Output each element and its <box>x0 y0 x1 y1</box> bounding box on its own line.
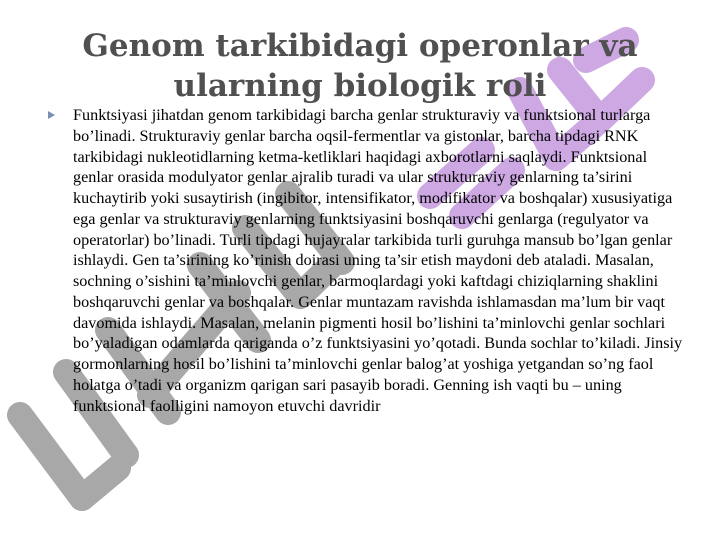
slide-body <box>48 105 688 416</box>
bullet-arrow-icon <box>48 111 55 119</box>
slide-title-line-1: Genom tarkibidagi operonlar va <box>82 28 638 64</box>
slide-title-line-2: ularning biologik roli <box>173 68 547 104</box>
body-paragraph: Funktsiyasi jihatdan genom tarkibidagi barcha genlar strukturaviy va funktsional turlarga bo’linadi. Strukturaviy genlar barcha oqsil-fermentlar va gistonlar, barcha tipdagi RNK tarkibidagi nukleotidlarning ketma-ketliklari haqidagi axborotlarni saqlaydi. Funktsional genlar orasida modulyator genlar ajralib turadi va ular strukturaviy genlarning ta’sirini kuchaytirib yoki susaytirish (ingibitor, intensifikator, modifikator va boshqalar) xususiyatiga ega genlar va strukturaviy genlarning funktsiyasini boshqaruvchi genlarga (regulyator va operatorlar) bo’linadi. Turli tipdagi hujayralar tarkibida turli guruhga mansub bo’lgan genlar ishlaydi. Gen ta’sirining ko’rinish doirasi uning ta’sir etish maydoni deb ataladi. Masalan, sochning o’sishini ta’minlovchi genlar, barmoqlardagi yoki kaftdagi chiziqlarning shaklini boshqaruvchi genlar va boshqalar. Genlar muntazam ravishda ishlamasdan ma’lum bir vaqt davomida ishlaydi. Masalan, melanin pigmenti hosil bo’lishini ta’minlovchi genlar sochlari bo’yaladigan odamlarda qariganda o’z funktsiyasini yo’qotadi. Bunda sochlar to’kiladi. Jinsiy gormonlarning hosil bo’lishini ta’minlovchi genlar balog’at yoshiga yetgandan so’ng faol holatga o’tadi va organizm qarigan sari pasayib boradi. Genning ish vaqti bu – uning funktsional faolligini namoyon etuvchi davridir <box>73 106 683 415</box>
slide-title <box>60 26 660 106</box>
